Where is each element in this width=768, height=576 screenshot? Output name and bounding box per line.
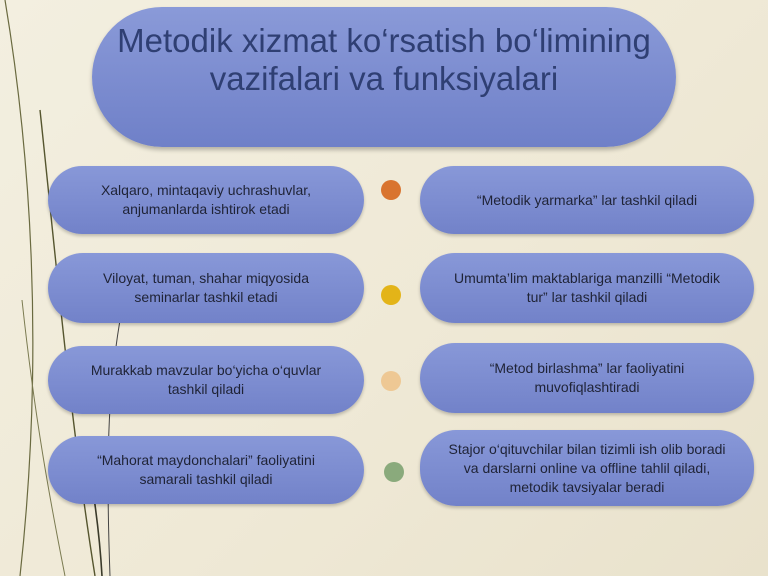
page-title: Metodik xizmat ko‘rsatish bo‘limining vazifalari va funksiyalari	[117, 22, 651, 97]
left-item-4: “Mahorat maydonchalari” faoliyatini samarali tashkil qiladi	[48, 436, 364, 504]
left-item-2: Viloyat, tuman, shahar miqyosida seminarlar tashkil etadi	[48, 253, 364, 323]
peach-dot-icon	[381, 371, 401, 391]
right-item-4: Stajor o‘qituvchilar bilan tizimli ish olib boradi va darslarni online va offline tahlil qiladi, metodik tavsiyalar beradi	[420, 430, 754, 506]
yellow-dot-icon	[381, 285, 401, 305]
left-item-1: Xalqaro, mintaqaviy uchrashuvlar, anjumanlarda ishtirok etadi	[48, 166, 364, 234]
orange-dot-icon	[381, 180, 401, 200]
left-item-3: Murakkab mavzular bo‘yicha o‘quvlar tashkil qiladi	[48, 346, 364, 414]
green-dot-icon	[384, 462, 404, 482]
right-item-1: “Metodik yarmarka” lar tashkil qiladi	[420, 166, 754, 234]
right-item-2: Umumta’lim maktablariga manzilli “Metodik tur” lar tashkil qiladi	[420, 253, 754, 323]
right-item-3: “Metod birlashma” lar faoliyatini muvofiqlashtiradi	[420, 343, 754, 413]
